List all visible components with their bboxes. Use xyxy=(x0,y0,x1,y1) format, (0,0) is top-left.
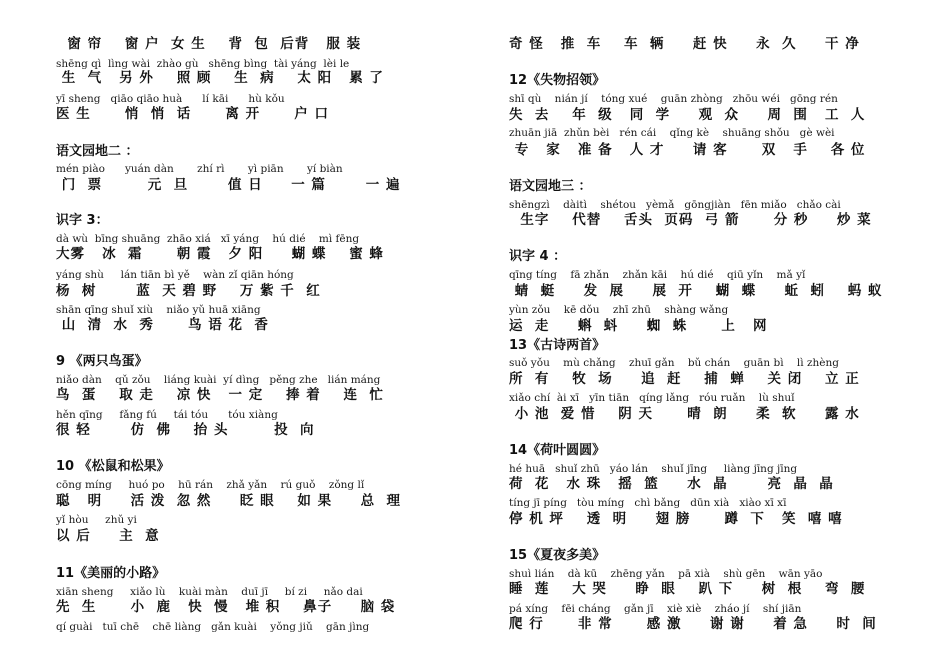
left-pinyin-line: yī sheng qiāo qiāo huà lí kāi hù kǒu xyxy=(56,93,285,105)
right-hanzi-line: 专 家 准 备 人 才 请 客 双 手 各 位 xyxy=(509,142,866,158)
right-section-heading: 15《夏夜多美》 xyxy=(509,548,606,563)
left-hanzi-line: 生 气 另 外 照 顾 生 病 太 阳 累 了 xyxy=(56,70,384,86)
right-pinyin-line: hé huā shuǐ zhū yáo lán shuǐ jīng liàng jīng jīng xyxy=(509,463,798,475)
right-pinyin-line: tíng jī píng tòu míng chì bǎng dūn xià xiào xī xī xyxy=(509,497,787,509)
left-hanzi-line: 门 票 元 旦 值 日 一 篇 一 遍 xyxy=(56,177,401,193)
left-pinyin-line: yáng shù lán tiān bì yě wàn zǐ qiān hóng xyxy=(56,269,294,281)
right-section-heading: 识字 4 ： xyxy=(509,249,567,264)
left-pinyin-line: yǐ hòu zhǔ yi xyxy=(56,514,137,526)
right-pinyin-line: suǒ yǒu mù chǎng zhuī gǎn bǔ chán guān bì lì zhèng xyxy=(509,357,839,369)
right-hanzi-line: 蜻 蜓 发 展 展 开 蝴 蝶 蚯 蚓 蚂 蚁 xyxy=(509,283,883,299)
left-pinyin-line: xiān sheng xiǎo lù kuài màn duī jī bí zi nǎo dai xyxy=(56,586,363,598)
right-pinyin-line: qīng tíng fā zhǎn zhǎn kāi hú dié qiū yǐn mǎ yǐ xyxy=(509,269,806,281)
right-hanzi-line: 睡 莲 大 哭 睁 眼 趴 下 树 根 弯 腰 xyxy=(509,581,866,597)
left-hanzi-line: 窗 帘 窗 户 女 生 背 包 后背 服 装 xyxy=(56,36,362,52)
left-pinyin-line: hěn qīng fǎng fú tái tóu tóu xiàng xyxy=(56,409,278,421)
left-hanzi-line: 聪 明 活 泼 忽 然 眨 眼 如 果 总 理 xyxy=(56,493,401,509)
left-hanzi-line: 先 生 小 鹿 快 慢 堆 积 鼻子 脑 袋 xyxy=(56,599,396,615)
left-pinyin-line: cōng míng huó po hū rán zhǎ yǎn rú guǒ zǒng lǐ xyxy=(56,479,365,491)
left-section-heading: 9 《两只鸟蛋》 xyxy=(56,354,148,369)
left-section-heading: 语文园地二 ： xyxy=(56,144,139,159)
left-pinyin-line: dà wù bīng shuāng zhāo xiá xī yáng hú dié mì fēng xyxy=(56,233,360,245)
right-hanzi-line: 小 池 爱 惜 阴 天 晴 朗 柔 软 露 水 xyxy=(509,406,860,422)
left-pinyin-line: qí guài tuī chē chē liàng gǎn kuài yǒng jiǔ gān jìng xyxy=(56,621,370,633)
right-pinyin-line: shēngzì dàitì shétou yèmǎ gōngjiàn fēn miǎo chǎo cài xyxy=(509,199,841,211)
right-hanzi-line: 失 去 年 级 同 学 观 众 周 围 工 人 xyxy=(509,107,866,123)
left-pinyin-line: shān qīng shuǐ xiù niǎo yǔ huā xiāng xyxy=(56,304,261,316)
right-section-heading: 13《古诗两首》 xyxy=(509,338,606,353)
left-hanzi-line: 山 清 水 秀 鸟 语 花 香 xyxy=(56,317,269,333)
left-pinyin-line: mén piào yuán dàn zhí rì yì piān yí biàn xyxy=(56,163,343,175)
right-pinyin-line: xiǎo chí ài xī yīn tiān qíng lǎng róu ruǎn lù shuǐ xyxy=(509,392,795,404)
left-hanzi-line: 大雾 冰 霜 朝 霞 夕 阳 蝴 蝶 蜜 蜂 xyxy=(56,246,384,262)
right-hanzi-line: 荷 花 水 珠 摇 篮 水 晶 亮 晶 晶 xyxy=(509,476,834,492)
left-section-heading: 11《美丽的小路》 xyxy=(56,566,166,581)
right-hanzi-line: 所 有 牧 场 追 赶 捕 蝉 关 闭 立 正 xyxy=(509,371,860,387)
left-hanzi-line: 鸟 蛋 取 走 凉 快 一 定 捧 着 连 忙 xyxy=(56,387,384,403)
right-pinyin-line: shuì lián dà kū zhēng yǎn pā xià shù gēn wān yāo xyxy=(509,568,823,580)
left-hanzi-line: 医 生 悄 悄 话 离 开 户 口 xyxy=(56,106,329,122)
right-hanzi-line: 奇 怪 推 车 车 辆 赶 快 永 久 干 净 xyxy=(509,36,860,52)
right-pinyin-line: zhuān jiā zhǔn bèi rén cái qǐng kè shuāng shǒu gè wèi xyxy=(509,127,835,139)
left-section-heading: 10 《松鼠和松果》 xyxy=(56,459,170,474)
left-hanzi-line: 杨 树 蓝 天 碧 野 万 紫 千 红 xyxy=(56,283,321,299)
right-hanzi-line: 停 机 坪 透 明 翅 膀 蹲 下 笑 嘻 嘻 xyxy=(509,511,843,527)
right-pinyin-line: yùn zǒu kē dǒu zhī zhū shàng wǎng xyxy=(509,304,729,316)
right-hanzi-line: 生字 代替 舌头 页码 弓 箭 分 秒 炒 菜 xyxy=(509,212,872,228)
left-hanzi-line: 很 轻 仿 佛 抬 头 投 向 xyxy=(56,422,315,438)
right-section-heading: 14《荷叶圆圆》 xyxy=(509,443,606,458)
right-hanzi-line: 爬 行 非 常 感 激 谢 谢 着 急 时 间 xyxy=(509,616,877,632)
right-pinyin-line: shī qù nián jí tóng xué guān zhòng zhōu wéi gōng rén xyxy=(509,93,838,105)
left-hanzi-line: 以 后 主 意 xyxy=(56,528,160,544)
right-section-heading: 语文园地三 ： xyxy=(509,179,592,194)
left-section-heading: 识字 3： xyxy=(56,213,109,228)
left-pinyin-line: niǎo dàn qǔ zǒu liáng kuài yí dìng pěng zhe lián máng xyxy=(56,374,381,386)
right-hanzi-line: 运 走 蝌 蚪 蜘 蛛 上 网 xyxy=(509,318,768,334)
right-section-heading: 12《失物招领》 xyxy=(509,73,606,88)
right-pinyin-line: pá xíng fēi cháng gǎn jī xiè xiè zháo jí shí jiān xyxy=(509,603,802,615)
left-pinyin-line: shēng qì lìng wài zhào gù shēng bìng tài yáng lèi le xyxy=(56,58,350,70)
